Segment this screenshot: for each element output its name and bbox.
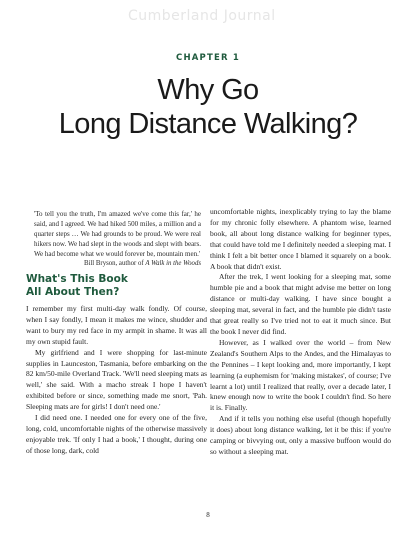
right-column [210, 207, 391, 458]
watermark: Cumberland Journal [128, 8, 276, 24]
epigraph-text: 'To tell you the truth, I'm amazed we've come this far,' he said, and I agreed. We had hiked 500 miles, a million and a quarter steps … We had grounds to be proud. We were real hikers now. We had slept in the woods and slept with bears. We had become what we would forever be, mountain men.' [34, 210, 201, 258]
right-paragraph-2: After the trek, I went looking for a sleeping mat, some humble pie and a book that might advise me better on long distance or multi-day walking. I have since bought a sleeping mat, several in fact, and the humble pie didn't taste that great really so I've tried not to eat it much since. But the book I never did find. [210, 272, 391, 336]
epigraph [34, 209, 201, 269]
section-heading-line-1: What's This Book [26, 273, 128, 285]
chapter-title-line-1: Why Go [157, 74, 259, 106]
section-heading [26, 273, 207, 298]
section-heading-line-2: All About Then? [26, 285, 120, 298]
right-paragraph-4: And if it tells you nothing else useful (though hopefully it does) about long distance walking, let it be this: if you're camping or bivvying out, only a massive buffoon would do so without a sleeping mat. [210, 414, 391, 456]
left-paragraph-3: I did need one. I needed one for every one of the five, long, cold, uncomfortable nights of the otherwise massively enjoyable trek. 'If only I had a book,' I thought, during one of those long, dark, cold [26, 413, 207, 455]
epigraph-book: A Walk in the Woods [145, 260, 201, 267]
chapter-label: CHAPTER 1 [176, 53, 240, 63]
left-column [26, 207, 207, 457]
left-paragraph-2: My girlfriend and I were shopping for last-minute supplies in Launceston, Tasmania, before embarking on the 82 km/50-mile Overland Track. 'We'll need sleeping mats as well,' she said. With a macho streak I hope I haven't exhibited before or since, something made me snort, 'Pah. Sleeping mats are for girls! I don't need one.' [26, 347, 207, 412]
right-paragraph-3: However, as I walked over the world – from New Zealand's Southern Alps to the Andes, and the Himalayas to the Pennines – I kept looking and, more importantly, I kept learning (a euphemism for 'making mistakes', of course; I've learnt a lot) until I realized that really, over a decade later, I knew enough now to write the book I couldn't find. So here it is. Finally. [210, 337, 391, 413]
chapter-title [0, 73, 416, 141]
chapter-title-line-2: Long Distance Walking? [58, 108, 358, 140]
right-paragraph-1: uncomfortable nights, inexplicably trying to lay the blame for my chronic folly elsewhere. A phantom wise, learned book, all about long distance walking for beginner types, that could have told me I definitely needed a sleeping mat. I think I felt a bit better once I blamed it squarely on a book. A book that didn't exist. [210, 207, 391, 271]
left-paragraph-1: I remember my first multi-day walk fondly. Of course, when I say fondly, I mean it makes me wince, shudder and want to bury my red face in my armpit in shame. It was all my own stupid fault. [26, 304, 207, 346]
page-number: 8 [206, 511, 210, 519]
epigraph-author: Bill Bryson, author of [84, 260, 146, 267]
epigraph-attribution [34, 259, 201, 269]
